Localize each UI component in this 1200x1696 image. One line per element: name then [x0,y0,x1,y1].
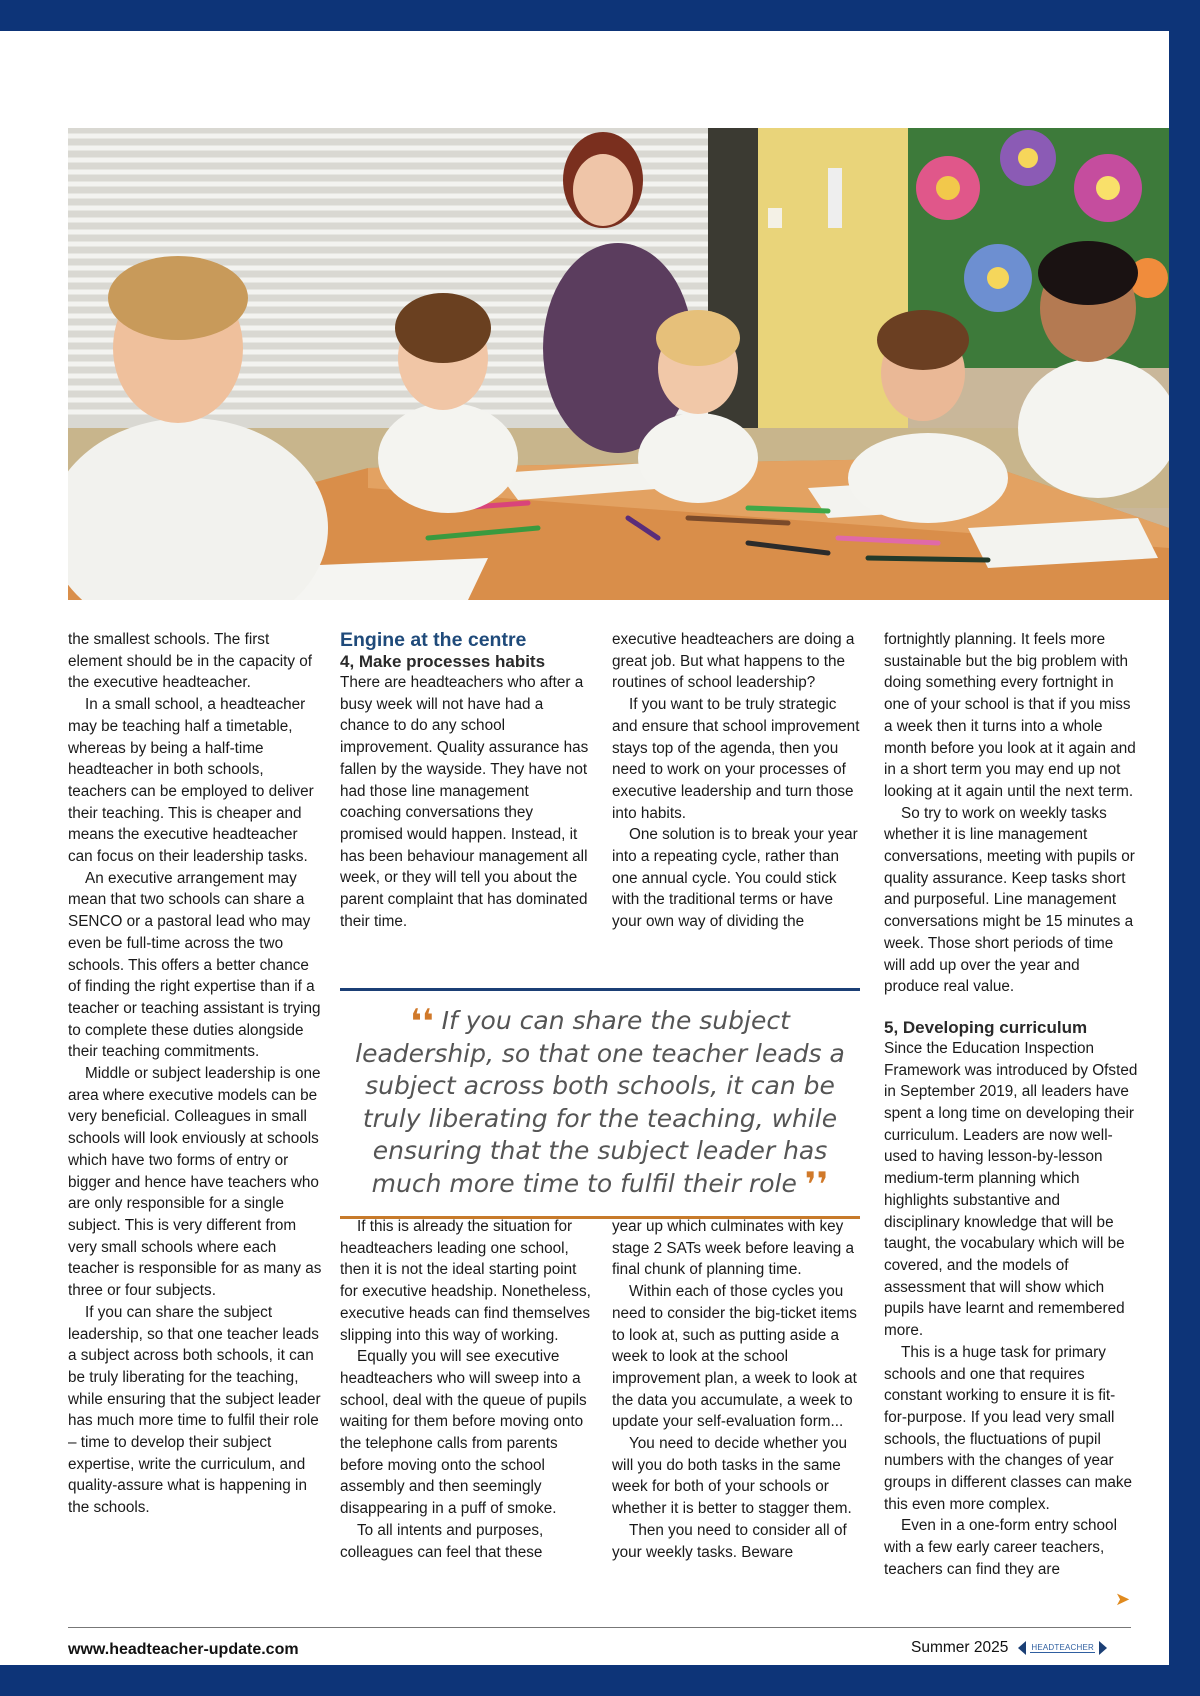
continue-arrow-icon: ➤ [1115,1589,1131,1609]
col1-paragraph: In a small school, a headteacher may be teaching half a timetable, whereas by being a half-time headteacher in both schools, teachers can be employed to deliver their teaching. This is cheaper and means the executive headteacher can focus on their leadership tasks. [68,696,314,866]
footer-issue-block [911,1639,1107,1657]
col1-paragraph: If you can share the subject leadership, so that one teacher leads a subject across both schools, it can be truly liberating for the teaching, while ensuring that the subject leader has much more time to fulfil their role – time to develop their subject expertise, write the curriculum, and quality-assure what is happening in the schools. [68,1303,321,1517]
col3-paragraph: One solution is to break your year into a repeating cycle, rather than one annual cycle. You could stick with the traditional terms or have your own way of dividing the [612,826,858,931]
section-kicker: Engine at the centre [340,629,527,651]
col3b-paragraph: Within each of those cycles you need to consider the big-ticket items to look at, such as putting aside a week to look at the school improvement plan, a week to look at the data you accumulate, a week to update your self-evaluation form... [612,1283,857,1431]
classroom-photo [68,128,1169,600]
column-4 [884,629,1138,1581]
classroom-illustration [68,128,1169,600]
col3-paragraph: If you want to be truly strategic and ensure that school improvement stays top of the agenda, then you need to work on your processes of executive leadership and turn those into habits. [612,696,860,822]
column-2-top [340,629,594,932]
col4-paragraph: Since the Education Inspection Framework was introduced by Ofsted in September 2019, all leaders have spent a long time on developing their curriculum. Leaders are now well-used to having lesson-by-lesson medium-term planning which highlights substantive and disciplinary knowledge that will be taught, the vocabulary which will be covered, and the models of assessment that will show which pupils have learnt and remembered more. [884,1039,1138,1340]
col3b-paragraph: year up which culminates with key stage 2 SATs week before leaving a final chunk of planning time. [612,1218,855,1279]
column-2-bottom [340,1216,594,1563]
col2b-paragraph: Equally you will see executive headteachers who will sweep into a school, deal with the queue of pupils waiting for them before moving onto the telephone calls from parents before moving onto the school assembly and then seemingly disappearing in a puff of smoke. [340,1348,587,1518]
col4-paragraph: Even in a one-form entry school with a few early career teachers, teachers can find they are [884,1517,1117,1578]
col1-paragraph: the smallest schools. The first element should be in the capacity of the executive headteacher. [68,631,313,692]
col2b-paragraph: If this is already the situation for headteachers leading one school, then it is not the ideal starting point for executive headship. Nonetheless, executive heads can find themselves slipping into this way of working. [340,1218,591,1344]
issue-date: Summer 2025 [910,1639,1009,1656]
prev-page-icon[interactable] [1018,1641,1026,1655]
open-quote-icon: ❛❛ [410,1002,434,1042]
col4-paragraph: fortnightly planning. It feels more sustainable but the big problem with doing something every fortnight in one of your school is that if you miss a week then it turns into a whole month before you look at it again and in a short term you may end up not looking at it again until the next term. [884,631,1136,800]
col2b-paragraph: To all intents and purposes, colleagues can feel that these [340,1521,544,1561]
footer-website-link[interactable]: www.headteacher-update.com [68,1641,299,1658]
col3b-paragraph: You need to decide whether you will you do both tasks in the same week for both of your schools or whether it is better to stagger them. [612,1435,852,1518]
col3b-paragraph: Then you need to consider all of your weekly tasks. Beware [612,1521,847,1561]
pull-quote-text [340,1002,860,1205]
col3-paragraph: executive headteachers are doing a great job. But what happens to the routines of school leadership? [612,631,855,692]
magazine-page [0,31,1169,1665]
pull-quote-body: If you can share the subject leadership, so that one teacher leads a subject across both schools, it can be truly liberating for the teaching, while ensuring that the subject leader has much more time to fulfil their role [355,1006,845,1198]
col4-paragraph: So try to work on weekly tasks whether it is line management conversations, meeting with pupils or quality assurance. Keep tasks short and purposeful. Line management conversations might be 15 minutes a week. Those short periods of time will add up over the year and produce real value. [884,804,1135,996]
section-heading-5: 5, Developing curriculum [884,1017,1088,1037]
col1-paragraph: Middle or subject leadership is one area where executive models can be very beneficial. Colleagues in small schools will look enviously at schools which have two forms of entry or bigger and hence have teachers who are only responsible for a single subject. This is very different from very small schools where each teacher is responsible for as many as three or four subjects. [68,1065,322,1300]
column-1 [68,629,322,1519]
headteacher-logo: HEADTEACHER [1031,1643,1094,1652]
col1-paragraph: An executive arrangement may mean that two schools can share a SENCO or a pastoral lead who may even be full-time across the two schools. This offers a better chance of finding the right expertise than if a teacher or teaching assistant is trying to complete these duties alongside their teaching commitments. [68,869,321,1061]
next-page-icon[interactable] [1099,1641,1107,1655]
column-3-bottom [612,1216,866,1563]
col2-paragraph: There are headteachers who after a busy week will not have had a chance to do any school improvement. Quality assurance has fallen by the wayside. They have not had those line management coaching conversations they promised would happen. Instead, it has been behaviour management all week, or they will tell you about the parent complaint that has dominated their time. [340,674,589,930]
close-quote-icon: ❜❜ [804,1164,829,1205]
footer-divider [68,1627,1131,1628]
col4-paragraph: This is a huge task for primary schools and one that requires constant working to ensure it is fit-for-purpose. If you lead very small schools, the fluctuations of pupil numbers with the changes of year groups in different classes can make this even more complex. [884,1343,1132,1513]
section-heading-4: 4, Make processes habits [340,652,546,671]
pull-quote [340,988,860,1219]
column-3-top [612,629,866,933]
